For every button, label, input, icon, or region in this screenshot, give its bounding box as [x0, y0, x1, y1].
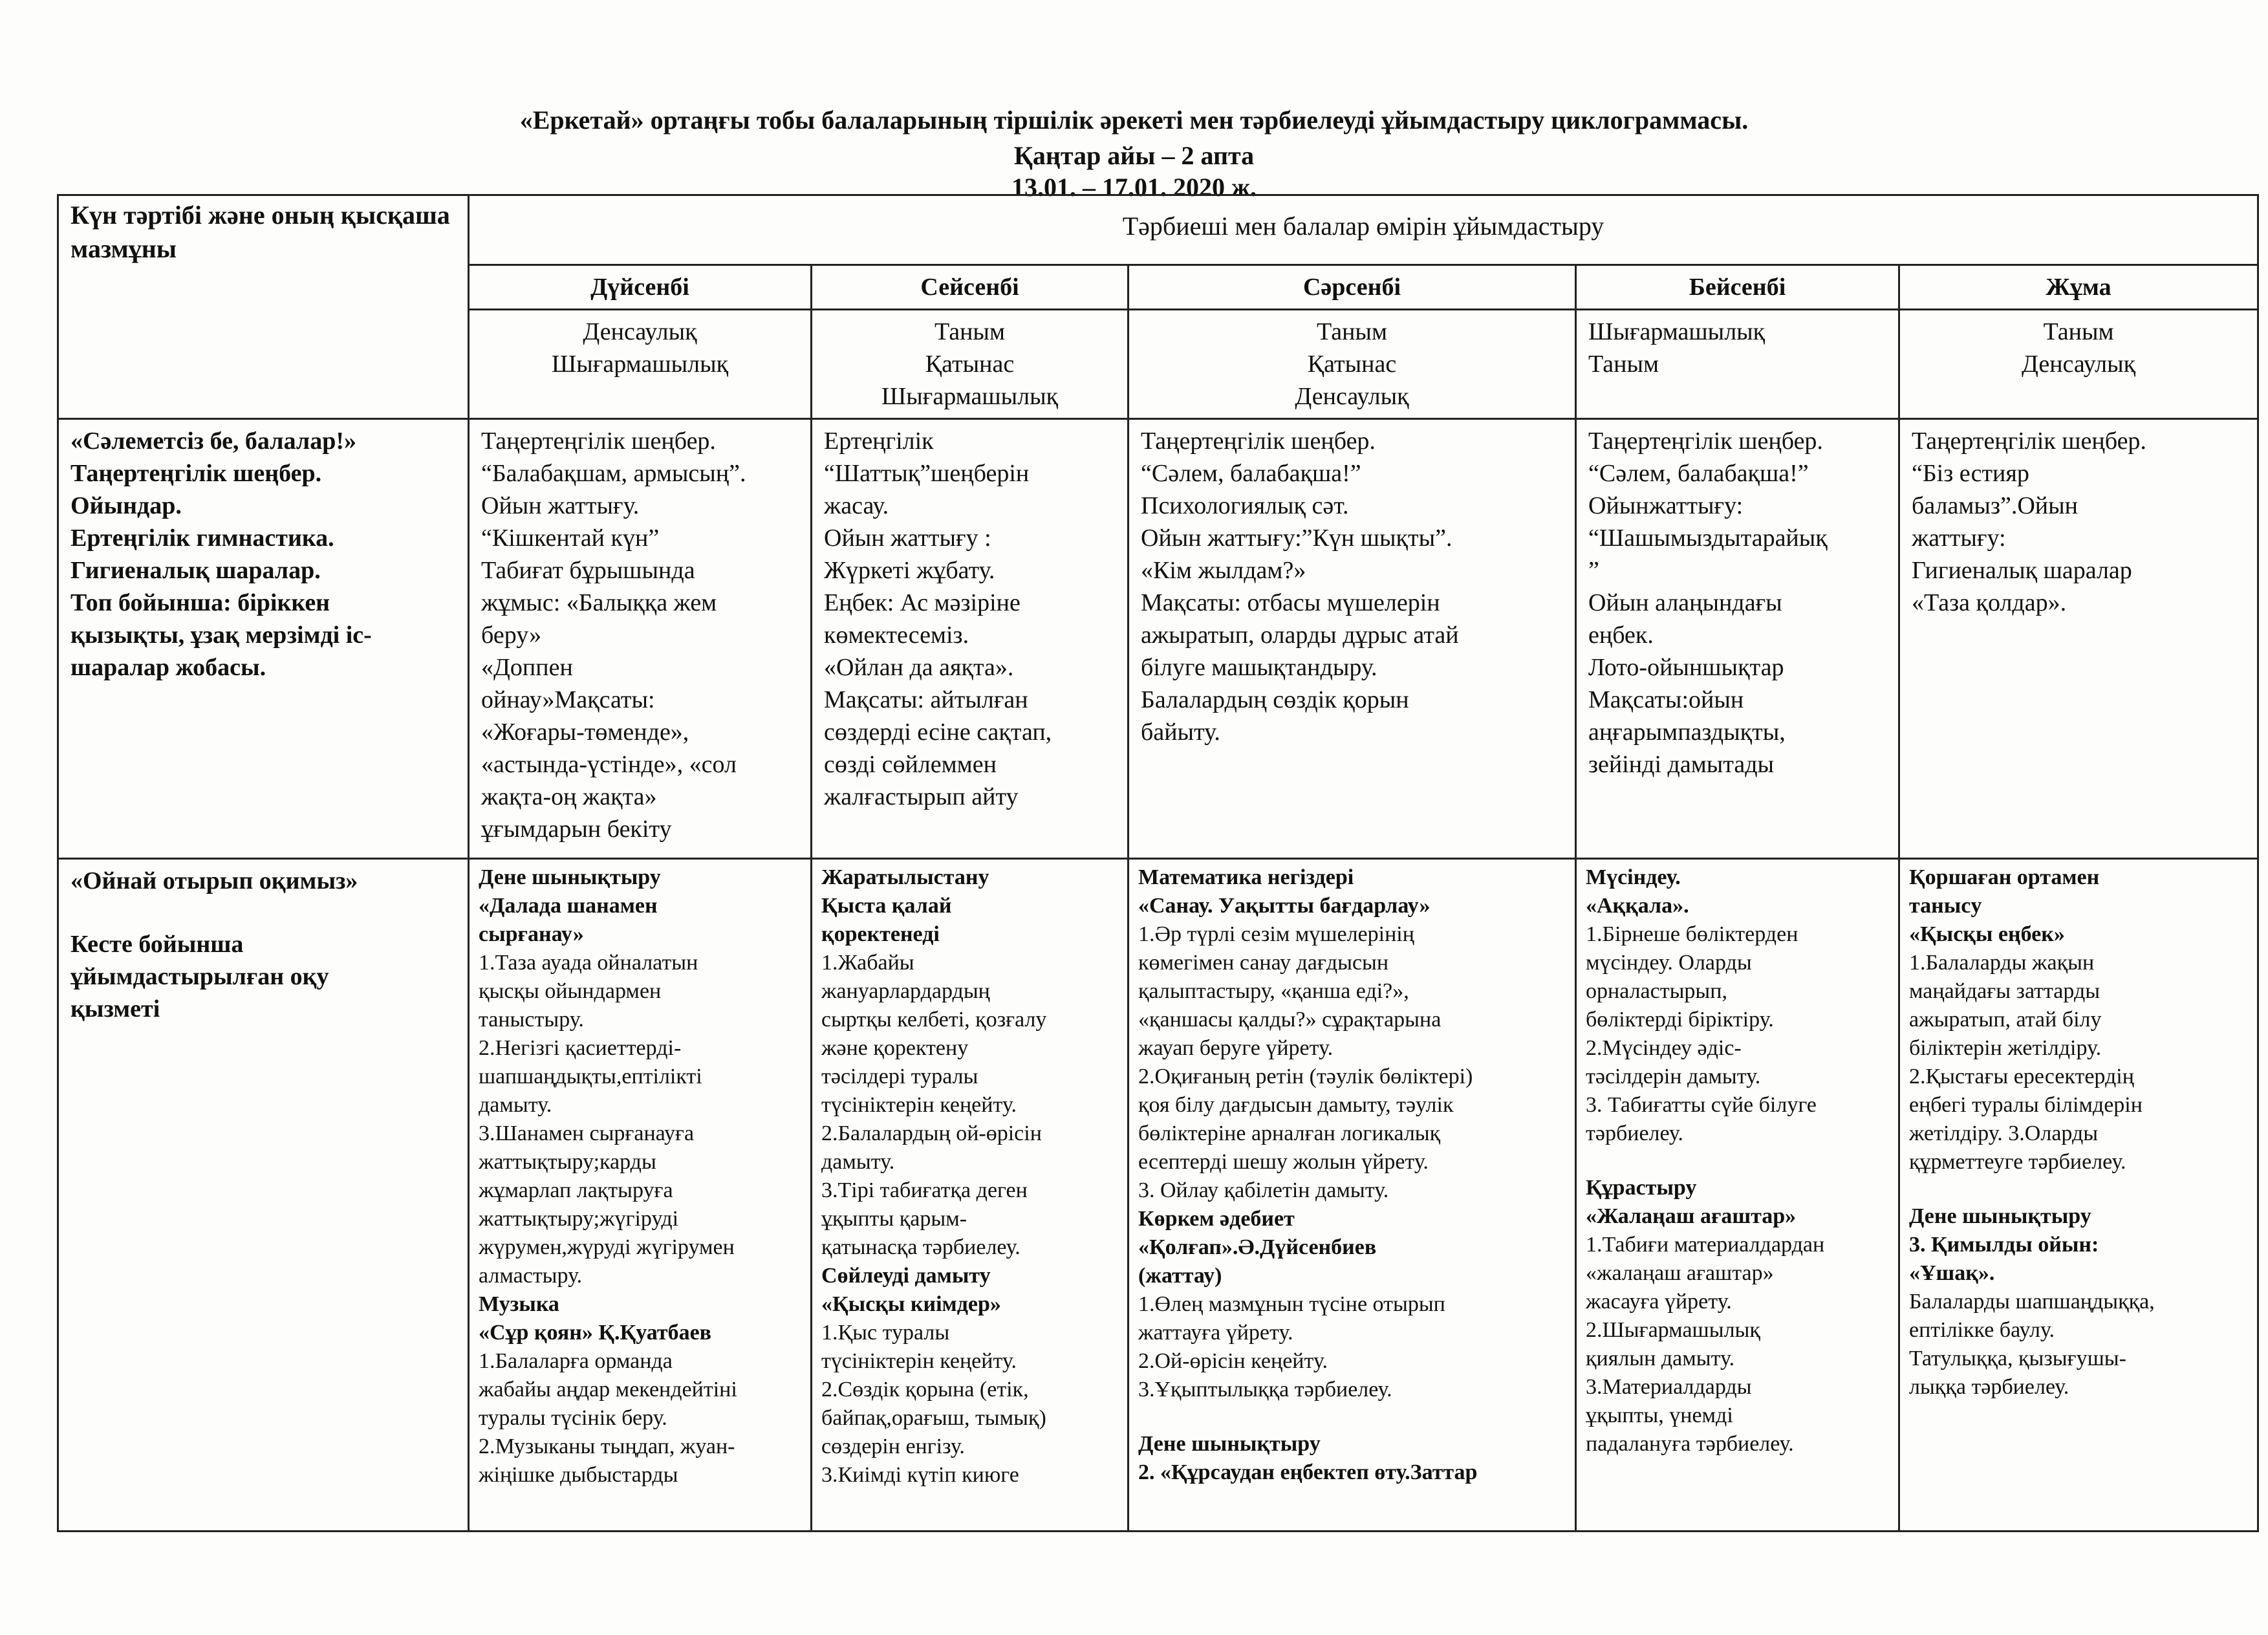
areas-friday: Таным Денсаулық — [1899, 310, 2258, 419]
text-line: “Балабақшам, армысың”. — [481, 460, 746, 487]
text-line: қатынасқа тәрбиелеу. — [821, 1235, 1021, 1259]
subject-heading: Құрастыру — [1586, 1176, 1697, 1200]
subject-heading: «Ұшақ». — [1909, 1261, 1995, 1285]
morning-friday — [1899, 419, 2258, 859]
text-line: 2.Оқиғаның ретін (тәулік бөліктері) — [1138, 1065, 1473, 1088]
morning-thursday — [1576, 419, 1899, 859]
morning-tuesday — [812, 419, 1129, 859]
text-line: падалануға тәрбиелеу. — [1586, 1432, 1794, 1456]
text-line: Балаларды шапшаңдыққа, — [1909, 1290, 2155, 1314]
text-line: 2.Мүсіндеу әдіс- — [1586, 1036, 1742, 1060]
text-line: “Шашымыздытарайық — [1588, 525, 1828, 552]
text-line: 2.Ой-өрісін кеңейту. — [1138, 1349, 1328, 1373]
subject-heading: Сөйлеуді дамыту — [821, 1264, 991, 1288]
text-line: Лото-ойыншықтар — [1588, 654, 1784, 681]
text-line: Табиғат бұрышында — [481, 557, 695, 584]
text-line: жүрумен,жүруді жүгірумен — [479, 1235, 735, 1259]
text-line: 1.Әр түрлі сезім мүшелерінің — [1138, 922, 1414, 946]
text-line: байыту. — [1141, 719, 1220, 746]
text-line: 1.Табиғи материалдардан — [1586, 1233, 1825, 1257]
text-line: ” — [1588, 557, 1599, 584]
text-line: «Таза қолдар». — [1912, 589, 2067, 616]
text-line: тәсілдері туралы — [821, 1065, 978, 1088]
text-line: жетілдіру. 3.Оларды — [1909, 1121, 2099, 1145]
text-line: маңайдағы заттарды — [1909, 979, 2101, 1003]
text-line: туралы түсінік беру. — [479, 1406, 667, 1430]
text-line: ажыратып, оларды дұрыс атай — [1141, 622, 1459, 649]
text-line: 1.Өлең мазмұнын түсіне отырып — [1138, 1292, 1445, 1316]
subject-heading: (жаттау) — [1138, 1264, 1222, 1288]
text-line: 1.Бірнеше бөліктерден — [1586, 922, 1798, 946]
text-line: еңбегі туралы білімдерін — [1909, 1093, 2143, 1117]
subject-heading: «Қысқы еңбек» — [1909, 922, 2065, 946]
org-wednesday — [1129, 859, 1576, 1532]
text-line: Мақсаты: отбасы мүшелерін — [1141, 589, 1440, 616]
day-header-tuesday: Сейсенбі — [812, 265, 1129, 310]
text-line: қоя білу дағдысын дамыту, тәулік — [1138, 1093, 1454, 1117]
text-line: баламыз”.Ойын — [1912, 492, 2078, 519]
text-line: «жалаңаш ағаштар» — [1586, 1261, 1774, 1285]
text-line: бөліктеріне арналған логикалық — [1138, 1121, 1441, 1145]
text-line: “Сәлем, балабақша!” — [1588, 460, 1809, 487]
text-line: көмегімен санау дағдысын — [1138, 951, 1389, 975]
day-header-thursday: Бейсенбі — [1576, 265, 1899, 310]
text-line: “Сәлем, балабақша!” — [1141, 460, 1361, 487]
text-line: 1.Қыс туралы — [821, 1321, 950, 1345]
text-line: 1.Балаларды жақын — [1909, 951, 2095, 975]
text-line: дамыту. — [821, 1150, 895, 1174]
text-line: жіңішке дыбыстарды — [479, 1463, 678, 1487]
text-line: «Доппен — [481, 654, 573, 681]
text-line: 3. Ойлау қабілетін дамыту. — [1138, 1178, 1389, 1202]
org-friday — [1899, 859, 2258, 1532]
subject-heading: «Қысқы киімдер» — [821, 1292, 1001, 1316]
subject-heading: Мүсіндеу. — [1586, 865, 1681, 889]
text-line: түсініктерін кеңейту. — [821, 1093, 1017, 1117]
text-line: «астында-үстінде», «сол — [481, 751, 737, 778]
text-line: Психологиялық сәт. — [1141, 492, 1349, 519]
subject-heading: Дене шынықтыру — [479, 865, 661, 889]
areas-monday: Денсаулық Шығармашылық — [469, 310, 812, 419]
text-line: шаралар жобасы. — [70, 654, 266, 681]
text-line: Ойындар. — [70, 492, 182, 519]
text-line: ұқыпты қарым- — [821, 1207, 967, 1231]
text-line: 1.Жабайы — [821, 951, 914, 975]
text-line: Таңертеңгілік шеңбер. — [1912, 428, 2146, 455]
text-line: жұмыс: «Балыққа жем — [481, 589, 717, 616]
subject-heading: сырғанау» — [479, 922, 584, 946]
text-line: 3.Тірі табиғатқа деген — [821, 1178, 1028, 1202]
day-header-monday: Дүйсенбі — [469, 265, 812, 310]
text-line: Ойынжаттығу: — [1588, 492, 1744, 519]
cyclogram-table — [57, 194, 2259, 1532]
text-line: білуге машықтандыру. — [1141, 654, 1377, 681]
text-line: жасауға үйрету. — [1586, 1290, 1732, 1314]
text-line: «Ойлан да аяқта». — [824, 654, 1014, 681]
text-line: таныстыру. — [479, 1008, 584, 1032]
text-line: 3.Материалдарды — [1586, 1375, 1752, 1399]
text-line: 2.Балалардың ой-өрісін — [821, 1121, 1042, 1145]
text-line: зейінді дамытады — [1588, 751, 1775, 778]
text-line: ажыратып, атай білу — [1909, 1008, 2102, 1032]
text-line: Таңертеңгілік шеңбер. — [1588, 428, 1823, 455]
text-line: Топ бойынша: біріккен — [70, 589, 330, 616]
subject-heading: «Санау. Уақытты бағдарлау» — [1138, 894, 1431, 918]
areas-wednesday: Таным Қатынас Денсаулық — [1129, 310, 1576, 419]
text-line: жаттауға үйрету. — [1138, 1321, 1293, 1345]
subject-heading: Қыста қалай — [821, 894, 952, 918]
text-line: дамыту. — [479, 1093, 552, 1117]
subject-heading: «Аққала». — [1586, 894, 1689, 918]
day-header-wednesday: Сәрсенбі — [1129, 265, 1576, 310]
text-line: орналастырып, — [1586, 979, 1727, 1003]
text-line: біліктерін жетілдіру. — [1909, 1036, 2102, 1060]
text-line: Ойын жаттығу. — [481, 492, 640, 519]
text-line: 3.Ұқыптылыққа тәрбиелеу. — [1138, 1378, 1392, 1402]
text-line: түсініктерін кеңейту. — [821, 1349, 1017, 1373]
text-line: 2.Негізгі қасиеттерді- — [479, 1036, 682, 1060]
text-line: жақта-оң жақта» — [481, 783, 657, 810]
subject-heading: «Далада шанамен — [479, 894, 658, 918]
subject-heading: «Жалаңаш ағаштар» — [1586, 1204, 1797, 1228]
subject-heading: Қоршаған ортамен — [1909, 865, 2100, 889]
text-line: 1.Таза ауада ойналатын — [479, 951, 698, 975]
areas-tuesday: Таным Қатынас Шығармашылық — [812, 310, 1129, 419]
document-dates: 13.01. – 17.01. 2020 ж. — [1011, 173, 1257, 202]
text-line: қызықты, ұзақ мерзімді іс- — [70, 622, 372, 649]
subject-heading: Дене шынықтыру — [1138, 1432, 1321, 1456]
subject-heading: 2. «Құрсаудан еңбектеп өту.Заттар — [1138, 1460, 1478, 1484]
text-line: 3.Киімді күтіп киюге — [821, 1463, 1019, 1487]
corner-header: Күн тәртібі және оның қысқаша мазмұны — [58, 195, 469, 419]
text-line: шапшаңдықты,ептілікті — [479, 1065, 702, 1088]
text-line: лыққа тәрбиелеу. — [1909, 1375, 2069, 1399]
text-line: сыртқы келбеті, қозғалу — [821, 1008, 1047, 1032]
text-line: қалыптастыру, «қанша еді?», — [1138, 979, 1409, 1003]
text-line: байпақ,орағыш, тымық) — [821, 1406, 1046, 1430]
text-line: бөліктерді біріктіру. — [1586, 1008, 1774, 1032]
text-line: Таңертеңгілік шеңбер. — [1141, 428, 1376, 455]
text-line: «Сәлеметсіз бе, балалар!» — [70, 428, 357, 455]
text-line: аңғарымпаздықты, — [1588, 719, 1786, 746]
org-monday — [469, 859, 812, 1532]
subject-heading: Дене шынықтыру — [1909, 1204, 2091, 1228]
text-line: жаттықтыру;карды — [479, 1150, 656, 1174]
span-header: Тәрбиеші мен балалар өмірін ұйымдастыру — [469, 195, 2258, 265]
text-line: 2.Сөздік қорына (етік, — [821, 1378, 1029, 1402]
text-line: жасау. — [824, 492, 889, 519]
text-line: Таңертеңгілік шеңбер. — [70, 460, 322, 487]
subject-heading: 3. Қимылды ойын: — [1909, 1233, 2099, 1257]
document-month: Қаңтар айы – 2 апта — [1013, 141, 1255, 170]
document-title: «Еркетай» ортаңғы тобы балаларының тіршілік әрекеті мен тәрбиелеуді ұйымдастыру циклограммасы. — [519, 105, 1749, 135]
text-line: Таңертеңгілік шеңбер. — [481, 428, 716, 455]
text-line: жауап беруге үйрету. — [1138, 1036, 1334, 1060]
text-line: тәрбиелеу. — [1586, 1121, 1683, 1145]
text-line: Гигиеналық шаралар. — [70, 557, 321, 584]
morning-monday — [469, 419, 812, 859]
text-line: 3.Шанамен сырғанауға — [479, 1121, 695, 1145]
text-line: 2.Қыстағы ересектердің — [1909, 1065, 2134, 1088]
text-line: көмектесеміз. — [824, 622, 969, 649]
subject-heading: «Қолғап».Ә.Дүйсенбиев — [1138, 1235, 1377, 1259]
text-line: Ойын жаттығу : — [824, 525, 991, 552]
text-line: Мақсаты:ойын — [1588, 686, 1744, 713]
subject-heading: Көркем әдебиет — [1138, 1207, 1295, 1231]
text-line: беру» — [481, 622, 542, 649]
areas-thursday: Шығармашылық Таным — [1576, 310, 1899, 419]
text-line: Балалардың сөздік қорын — [1141, 686, 1409, 713]
text-line: және қоректену — [821, 1036, 969, 1060]
text-line: қысқы ойындармен — [479, 979, 662, 1003]
text-line: Ойын жаттығу:”Күн шықты”. — [1141, 525, 1453, 552]
text-line: қиялын дамыту. — [1586, 1347, 1735, 1370]
text-line: сөздерін енгізу. — [821, 1435, 965, 1458]
text-line: «қаншасы қалды?» сұрақтарына — [1138, 1008, 1442, 1032]
text-line: Татулыққа, қызығушы- — [1909, 1347, 2126, 1370]
text-line: сөзді сөйлеммен — [824, 751, 997, 778]
org-label-title: «Ойнай отырып оқимыз» — [70, 867, 358, 894]
subject-heading: «Сұр қоян» Қ.Қуатбаев — [479, 1321, 712, 1345]
morning-label — [58, 419, 469, 859]
org-label: «Ойнай отырып оқимыз» Кесте бойынша ұйымдастырылған оқу қызметі — [58, 859, 469, 1532]
text-line: Гигиеналық шаралар — [1912, 557, 2132, 584]
text-line: құрметтеуге тәрбиелеу. — [1909, 1150, 2126, 1174]
text-line: “Кішкентай күн” — [481, 525, 660, 552]
org-tuesday — [812, 859, 1129, 1532]
org-thursday — [1576, 859, 1899, 1532]
subject-heading: Математика негіздері — [1138, 865, 1354, 889]
text-line: ұқыпты, үнемді — [1586, 1403, 1733, 1427]
morning-wednesday — [1129, 419, 1576, 859]
text-line: жаттықтыру;жүгіруді — [479, 1207, 679, 1231]
day-header-friday: Жұма — [1899, 265, 2258, 310]
text-line: 2.Шығармашылық — [1586, 1318, 1760, 1342]
subject-heading: Жаратылыстану — [821, 865, 989, 889]
text-line: тәсілдерін дамыту. — [1586, 1065, 1761, 1088]
text-line: ойнау»Мақсаты: — [481, 686, 655, 713]
text-line: есептерді шешу жолын үйрету. — [1138, 1150, 1429, 1174]
text-line: жалғастырып айту — [824, 783, 1019, 810]
text-line: Мақсаты: айтылған — [824, 686, 1028, 713]
text-line: ұғымдарын бекіту — [481, 816, 672, 843]
text-line: жаттығу: — [1912, 525, 2006, 552]
text-line: Ертеңгілік — [824, 428, 934, 455]
text-line: “Шаттық”шеңберін — [824, 460, 1030, 487]
text-line: алмастыру. — [479, 1264, 583, 1288]
text-line: «Кім жылдам?» — [1141, 557, 1306, 584]
text-line: Ертеңгілік гимнастика. — [70, 525, 334, 552]
text-line: Жүркеті жұбату. — [824, 557, 995, 584]
text-line: мүсіндеу. Оларды — [1586, 951, 1752, 975]
text-line: 1.Балаларға орманда — [479, 1349, 673, 1373]
text-line: жұмарлап лақтыруға — [479, 1178, 673, 1202]
text-line: 2.Музыканы тыңдап, жуан- — [479, 1435, 735, 1458]
subject-heading: Музыка — [479, 1292, 559, 1316]
text-line: сөздерді есіне сақтап, — [824, 719, 1052, 746]
text-line: еңбек. — [1588, 622, 1654, 649]
text-line: Ойын алаңындағы — [1588, 589, 1782, 616]
text-line: жануарлардардың — [821, 979, 990, 1003]
text-line: “Біз естияр — [1912, 460, 2029, 487]
subject-heading: таныcу — [1909, 894, 1982, 918]
text-line: ептілікке баулу. — [1909, 1318, 2055, 1342]
text-line: 3. Табиғатты сүйе білуге — [1586, 1093, 1817, 1117]
text-line: жабайы аңдар мекендейтіні — [479, 1378, 737, 1402]
text-line: Еңбек: Ас мәзіріне — [824, 589, 1021, 616]
subject-heading: қоректенеді — [821, 922, 940, 946]
text-line: «Жоғары-төменде», — [481, 719, 689, 746]
